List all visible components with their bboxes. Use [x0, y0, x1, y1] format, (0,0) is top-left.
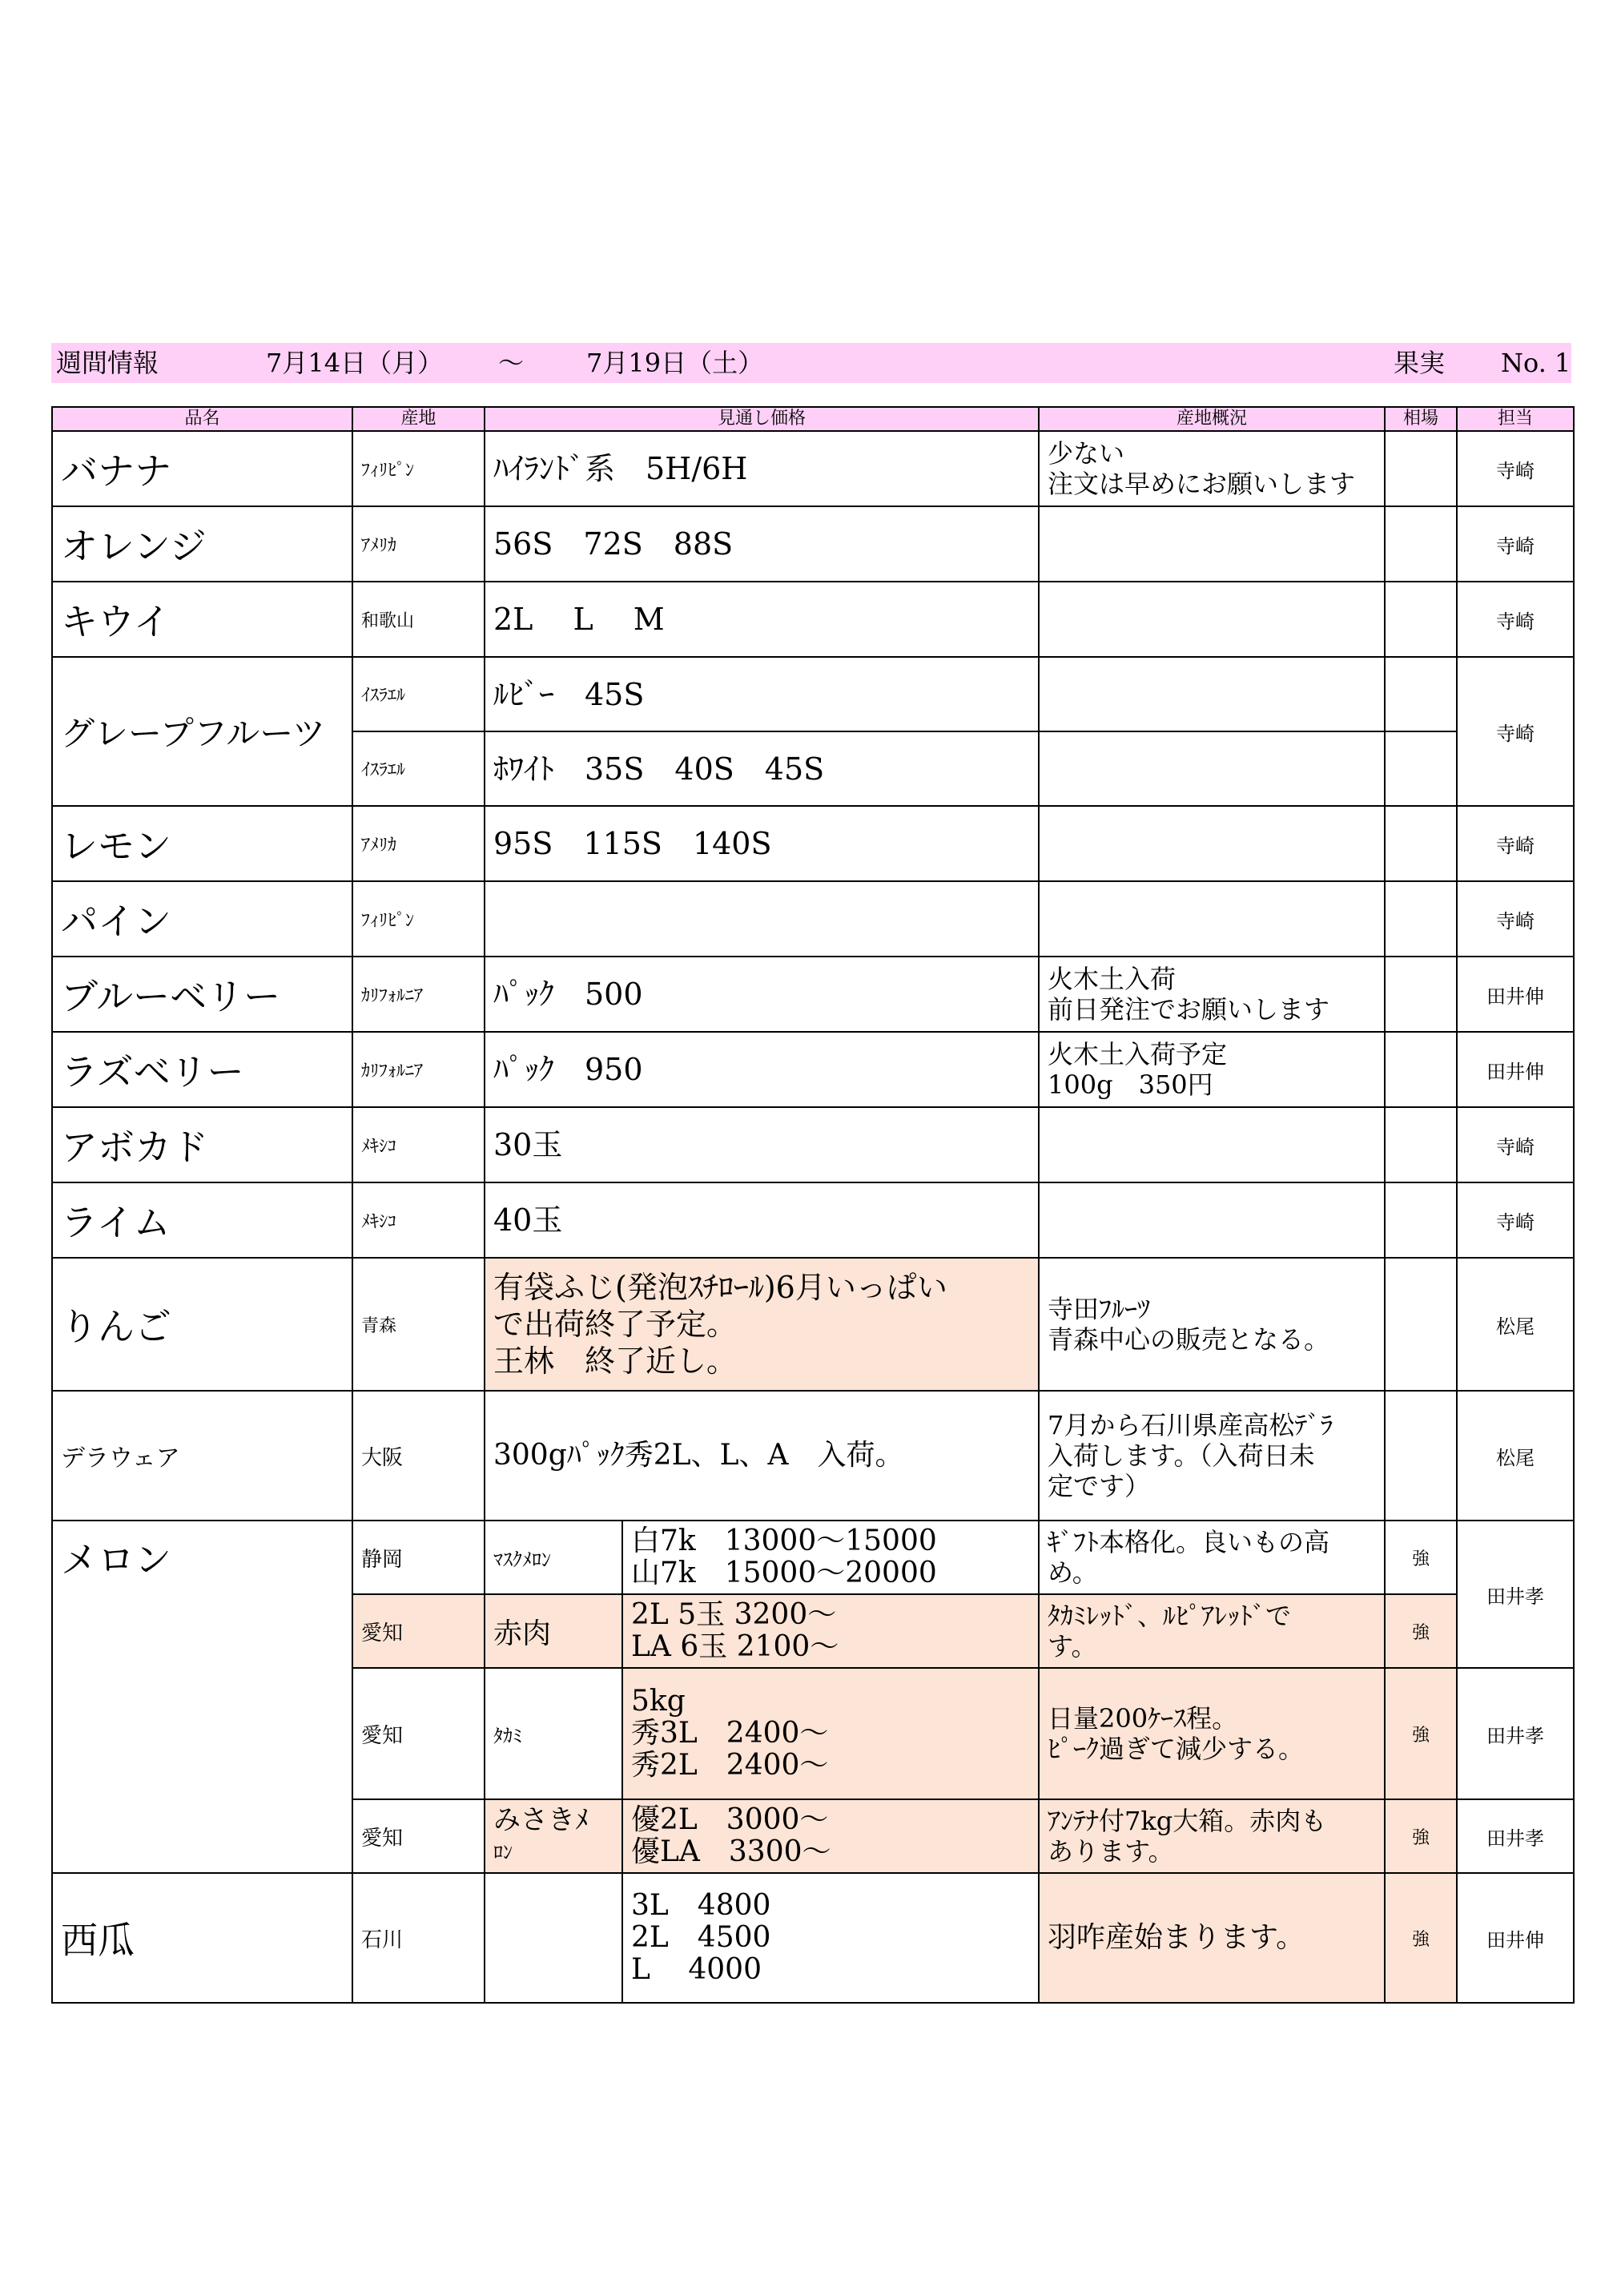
item-price — [622, 1521, 1039, 1594]
report-title: 週間情報 — [56, 348, 159, 378]
item-origin: 和歌山 — [352, 582, 485, 657]
condition-line: 入荷します。（入荷日未 — [1048, 1440, 1315, 1471]
item-condition — [1039, 1668, 1385, 1799]
col-header-market: 相場 — [1385, 407, 1457, 431]
item-staff: 田井伸 — [1457, 1873, 1574, 2003]
item-market — [1385, 1182, 1457, 1258]
item-price — [485, 881, 1039, 957]
table-row-blueberry — [52, 957, 1574, 1032]
page-number: No. 1 — [1501, 348, 1571, 378]
item-origin: 静岡 — [352, 1521, 485, 1594]
price-line: 山7k 15000～20000 — [631, 1557, 937, 1589]
price-line: 白7k 13000～15000 — [631, 1525, 937, 1557]
item-staff: 田井孝 — [1457, 1799, 1574, 1873]
item-staff: 寺崎 — [1457, 1107, 1574, 1182]
price-table — [51, 406, 1575, 2004]
item-condition — [1039, 1258, 1385, 1391]
item-condition — [1039, 1032, 1385, 1107]
item-condition — [1039, 881, 1385, 957]
date-tilde: ～ — [498, 348, 525, 378]
item-condition: 羽咋産始まります。 — [1039, 1873, 1385, 2003]
table-row-pine — [52, 881, 1574, 957]
table-row-melon-shizuoka — [52, 1521, 1574, 1594]
price-line: で出荷終了予定。 — [493, 1307, 738, 1342]
item-market — [1385, 1258, 1457, 1391]
variety-line: ﾛﾝ — [493, 1841, 513, 1863]
condition-line: 前日発注でお願いします — [1048, 994, 1330, 1025]
table-row-delaware — [52, 1391, 1574, 1521]
col-header-price: 見通し価格 — [485, 407, 1039, 431]
item-market — [1385, 957, 1457, 1032]
item-condition — [1039, 731, 1385, 806]
item-price: 30玉 — [485, 1107, 1039, 1182]
condition-line: 少ない — [1048, 438, 1125, 469]
table-row-apple — [52, 1258, 1574, 1391]
item-condition — [1039, 1107, 1385, 1182]
header-bar — [51, 343, 1571, 383]
price-line: 2L 5玉 3200～ — [631, 1598, 837, 1631]
item-condition — [1039, 506, 1385, 582]
price-line: 有袋ふじ(発泡ｽﾁﾛｰﾙ)6月いっぱい — [493, 1270, 947, 1305]
item-variety: ﾏｽｸﾒﾛﾝ — [485, 1521, 622, 1594]
item-market — [1385, 657, 1457, 731]
item-price — [622, 1873, 1039, 2003]
condition-line: 定です） — [1048, 1471, 1151, 1501]
col-header-staff: 担当 — [1457, 407, 1574, 431]
condition-line: ｱﾝﾃﾅ付7kg大箱。赤肉も — [1048, 1806, 1327, 1836]
item-name: バナナ — [52, 431, 352, 506]
item-price: 300gﾊﾟｯｸ秀2L、L、A 入荷。 — [485, 1391, 1039, 1521]
item-origin: ﾌｨﾘﾋﾟﾝ — [352, 881, 485, 957]
item-price — [622, 1799, 1039, 1873]
condition-line: ﾀｶﾐﾚｯﾄﾞ、ﾙﾋﾟｱﾚｯﾄﾞで — [1048, 1601, 1292, 1631]
price-line: L 4000 — [631, 1953, 762, 1986]
item-name: 西瓜 — [52, 1873, 352, 2003]
price-line: 秀2L 2400～ — [631, 1749, 829, 1782]
item-name: アボカド — [52, 1107, 352, 1182]
item-price: ﾎﾜｲﾄ 35S 40S 45S — [485, 731, 1039, 806]
item-market — [1385, 731, 1457, 806]
table-row-grapefruit — [52, 657, 1574, 731]
item-price: 56S 72S 88S — [485, 506, 1039, 582]
condition-line: 寺田ﾌﾙｰﾂ — [1048, 1294, 1151, 1324]
item-condition — [1039, 657, 1385, 731]
item-name: パイン — [52, 881, 352, 957]
condition-line: め。 — [1048, 1557, 1098, 1588]
item-condition — [1039, 1521, 1385, 1594]
item-name: レモン — [52, 806, 352, 881]
item-market — [1385, 881, 1457, 957]
item-price: ﾊﾟｯｸ 950 — [485, 1032, 1039, 1107]
item-name: ライム — [52, 1182, 352, 1258]
item-name: キウイ — [52, 582, 352, 657]
table-row-lime — [52, 1182, 1574, 1258]
item-origin: ｱﾒﾘｶ — [352, 806, 485, 881]
price-line: 3L 4800 — [631, 1889, 771, 1922]
item-condition — [1039, 1799, 1385, 1873]
item-origin: ｶﾘﾌｫﾙﾆｱ — [352, 1032, 485, 1107]
item-variety: ﾀｶﾐ — [485, 1668, 622, 1799]
date-to: 7月19日（土） — [586, 348, 764, 378]
item-price: 40玉 — [485, 1182, 1039, 1258]
item-staff: 寺崎 — [1457, 806, 1574, 881]
condition-line: 火木土入荷 — [1048, 964, 1177, 994]
item-market: 強 — [1385, 1799, 1457, 1873]
item-condition — [1039, 582, 1385, 657]
item-origin: 愛知 — [352, 1594, 485, 1668]
table-row-watermelon — [52, 1873, 1574, 2003]
table-row-lemon — [52, 806, 1574, 881]
condition-line: す。 — [1048, 1631, 1097, 1662]
price-line: 優LA 3300～ — [631, 1835, 831, 1868]
item-price — [622, 1594, 1039, 1668]
item-condition — [1039, 431, 1385, 506]
item-price — [485, 1258, 1039, 1391]
item-name: ブルーベリー — [52, 957, 352, 1032]
item-staff: 松尾 — [1457, 1258, 1574, 1391]
item-market: 強 — [1385, 1873, 1457, 2003]
item-variety: 赤肉 — [485, 1594, 622, 1668]
item-name: ラズベリー — [52, 1032, 352, 1107]
item-staff: 寺崎 — [1457, 1182, 1574, 1258]
price-line: 優2L 3000～ — [631, 1803, 829, 1836]
col-header-name: 品名 — [52, 407, 352, 431]
table-header-row — [52, 407, 1574, 431]
variety-line: みさきﾒ — [493, 1804, 589, 1836]
condition-line: 日量200ｹｰｽ程。 — [1048, 1703, 1238, 1734]
item-name: りんご — [52, 1258, 352, 1391]
table-row-raspberry — [52, 1032, 1574, 1107]
item-market — [1385, 582, 1457, 657]
item-staff: 田井孝 — [1457, 1521, 1574, 1668]
date-from: 7月14日（月） — [266, 348, 444, 378]
item-name: メロン — [52, 1521, 352, 1873]
item-variety — [485, 1799, 622, 1873]
item-price: 2L L M — [485, 582, 1039, 657]
item-market: 強 — [1385, 1594, 1457, 1668]
item-price: 95S 115S 140S — [485, 806, 1039, 881]
item-origin: ｶﾘﾌｫﾙﾆｱ — [352, 957, 485, 1032]
col-header-condition: 産地概況 — [1039, 407, 1385, 431]
price-line: 王林 終了近し。 — [493, 1343, 738, 1379]
item-market — [1385, 1391, 1457, 1521]
item-origin: 愛知 — [352, 1668, 485, 1799]
item-market — [1385, 1032, 1457, 1107]
item-origin: ｲｽﾗｴﾙ — [352, 731, 485, 806]
item-staff: 田井伸 — [1457, 1032, 1574, 1107]
item-origin: ﾌｨﾘﾋﾟﾝ — [352, 431, 485, 506]
price-line: 2L 4500 — [631, 1921, 771, 1954]
item-condition — [1039, 806, 1385, 881]
item-price: ﾊﾟｯｸ 500 — [485, 957, 1039, 1032]
item-origin: 大阪 — [352, 1391, 485, 1521]
item-condition — [1039, 1182, 1385, 1258]
item-staff: 田井伸 — [1457, 957, 1574, 1032]
item-origin: ｲｽﾗｴﾙ — [352, 657, 485, 731]
category-label: 果実 — [1394, 348, 1446, 378]
item-origin: 愛知 — [352, 1799, 485, 1873]
item-condition — [1039, 1391, 1385, 1521]
item-origin: ｱﾒﾘｶ — [352, 506, 485, 582]
condition-line: 7月から石川県産高松ﾃﾞﾗ — [1048, 1410, 1333, 1440]
item-staff: 寺崎 — [1457, 657, 1574, 806]
item-price: ﾊｲﾗﾝﾄﾞ系 5H/6H — [485, 431, 1039, 506]
condition-line: 青森中心の販売となる。 — [1048, 1324, 1330, 1355]
item-condition — [1039, 957, 1385, 1032]
table-row-kiwi — [52, 582, 1574, 657]
item-staff: 松尾 — [1457, 1391, 1574, 1521]
item-staff: 寺崎 — [1457, 881, 1574, 957]
item-market — [1385, 806, 1457, 881]
condition-line: 火木土入荷予定 — [1048, 1039, 1228, 1069]
item-origin: ﾒｷｼｺ — [352, 1107, 485, 1182]
price-line: LA 6玉 2100～ — [631, 1630, 839, 1663]
item-variety — [485, 1873, 622, 2003]
condition-line: ｷﾞﾌﾄ本格化。良いもの高 — [1048, 1527, 1330, 1557]
item-market — [1385, 431, 1457, 506]
item-name: デラウェア — [52, 1391, 352, 1521]
condition-line: あります。 — [1048, 1836, 1174, 1867]
table-row-banana — [52, 431, 1574, 506]
item-staff: 寺崎 — [1457, 431, 1574, 506]
col-header-origin: 産地 — [352, 407, 485, 431]
item-market — [1385, 1107, 1457, 1182]
item-origin: 石川 — [352, 1873, 485, 2003]
item-staff: 田井孝 — [1457, 1668, 1574, 1799]
item-origin: ﾒｷｼｺ — [352, 1182, 485, 1258]
item-staff: 寺崎 — [1457, 506, 1574, 582]
item-name: オレンジ — [52, 506, 352, 582]
item-condition — [1039, 1594, 1385, 1668]
item-price — [622, 1668, 1039, 1799]
item-name: グレープフルーツ — [52, 657, 352, 806]
condition-line: ﾋﾟｰｸ過ぎて減少する。 — [1048, 1734, 1305, 1764]
table-row-orange — [52, 506, 1574, 582]
condition-line: 注文は早めにお願いします — [1048, 469, 1356, 499]
table-row-avocado — [52, 1107, 1574, 1182]
item-market: 強 — [1385, 1668, 1457, 1799]
item-market — [1385, 506, 1457, 582]
price-line: 秀3L 2400～ — [631, 1717, 829, 1750]
condition-line: 100g 350円 — [1048, 1069, 1213, 1100]
item-origin: 青森 — [352, 1258, 485, 1391]
item-price: ﾙﾋﾞｰ 45S — [485, 657, 1039, 731]
item-staff: 寺崎 — [1457, 582, 1574, 657]
price-line: 5kg — [631, 1685, 686, 1718]
item-market: 強 — [1385, 1521, 1457, 1594]
